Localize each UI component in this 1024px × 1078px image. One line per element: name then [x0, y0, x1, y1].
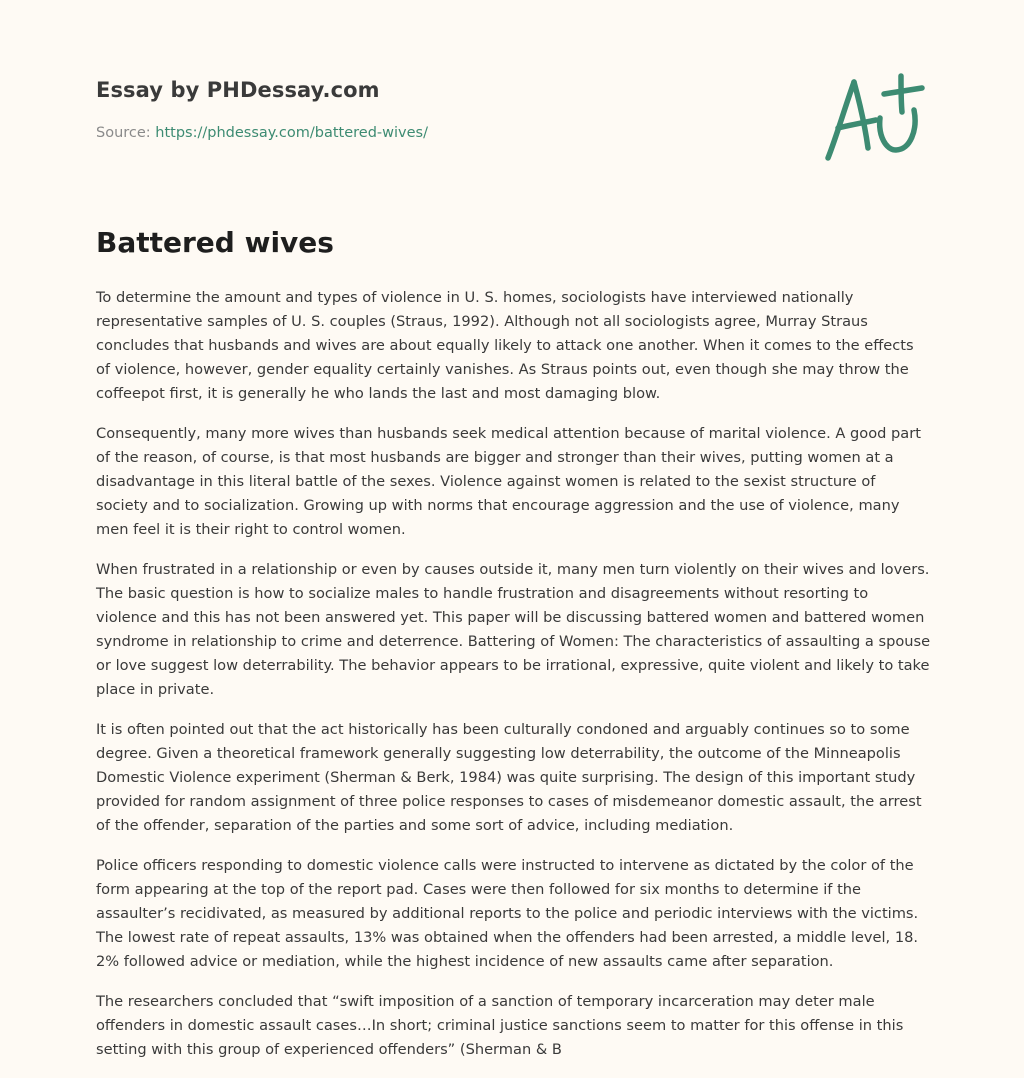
source-line — [96, 125, 428, 141]
site-brand: Essay by PHDessay.com — [96, 78, 380, 102]
essay-body — [96, 286, 932, 1078]
a-plus-logo — [818, 68, 928, 164]
paragraph: Consequently, many more wives than husbands seek medical attention because of marital violence. A good part of the reason, of course, is that most husbands are bigger and stronger than their wives, putting women at a disadvantage in this literal battle of the sexes. Violence against women is related to the sexist structure of society and to socialization. Growing up with norms that encourage aggression and the use of violence, many men feel it is their right to control women. — [96, 425, 921, 538]
essay-title: Battered wives — [96, 226, 334, 259]
source-link[interactable]: https://phdessay.com/battered-wives/ — [155, 125, 428, 141]
paragraph: Police officers responding to domestic violence calls were instructed to intervene as dictated by the color of the form appearing at the top of the report pad. Cases were then followed for six months to determine if the assaulter’s recidivated, as measured by additional reports to the police and periodic interviews with the victims. The lowest rate of repeat assaults, 13% was obtained when the offenders had been arrested, a middle level, 18. 2% followed advice or mediation, while the highest incidence of new assaults came after separation. — [96, 857, 919, 970]
paragraph: When frustrated in a relationship or even by causes outside it, many men turn violently on their wives and lovers. The basic question is how to socialize males to handle frustration and disagreements without resorting to violence and this has not been answered yet. This paper will be discussing battered women and battered women syndrome in relationship to crime and deterrence. Battering of Women: The characteristics of assaulting a spouse or love suggest low deterrability. The behavior appears to be irrational, expressive, quite violent and likely to take place in private. — [96, 561, 931, 698]
paragraph: It is often pointed out that the act historically has been culturally condoned and arguably continues so to some degree. Given a theoretical framework generally suggesting low deterrability, the outcome of the Minneapolis Domestic Violence experiment (Sherman & Berk, 1984) was quite surprising. The design of this important study provided for random assignment of three police responses to cases of misdemeanor domestic assault, the arrest of the offender, separation of the parties and some sort of advice, including mediation. — [96, 721, 922, 834]
paragraph: To determine the amount and types of violence in U. S. homes, sociologists have interviewed nationally representative samples of U. S. couples (Straus, 1992). Although not all sociologists agree, Murray Straus concludes that husbands and wives are about equally likely to attack one another. When it comes to the effects of violence, however, gender equality certainly vanishes. As Straus points out, even though she may throw the coffeepot first, it is generally he who lands the last and most damaging blow. — [96, 289, 914, 402]
paragraph: The researchers concluded that “swift imposition of a sanction of temporary incarceration may deter male offenders in domestic assault cases…In short; criminal justice sanctions seem to matter for this offense in this setting with this group of experienced offenders” (Sherman & B — [96, 993, 904, 1058]
source-label: Source: — [96, 125, 156, 141]
